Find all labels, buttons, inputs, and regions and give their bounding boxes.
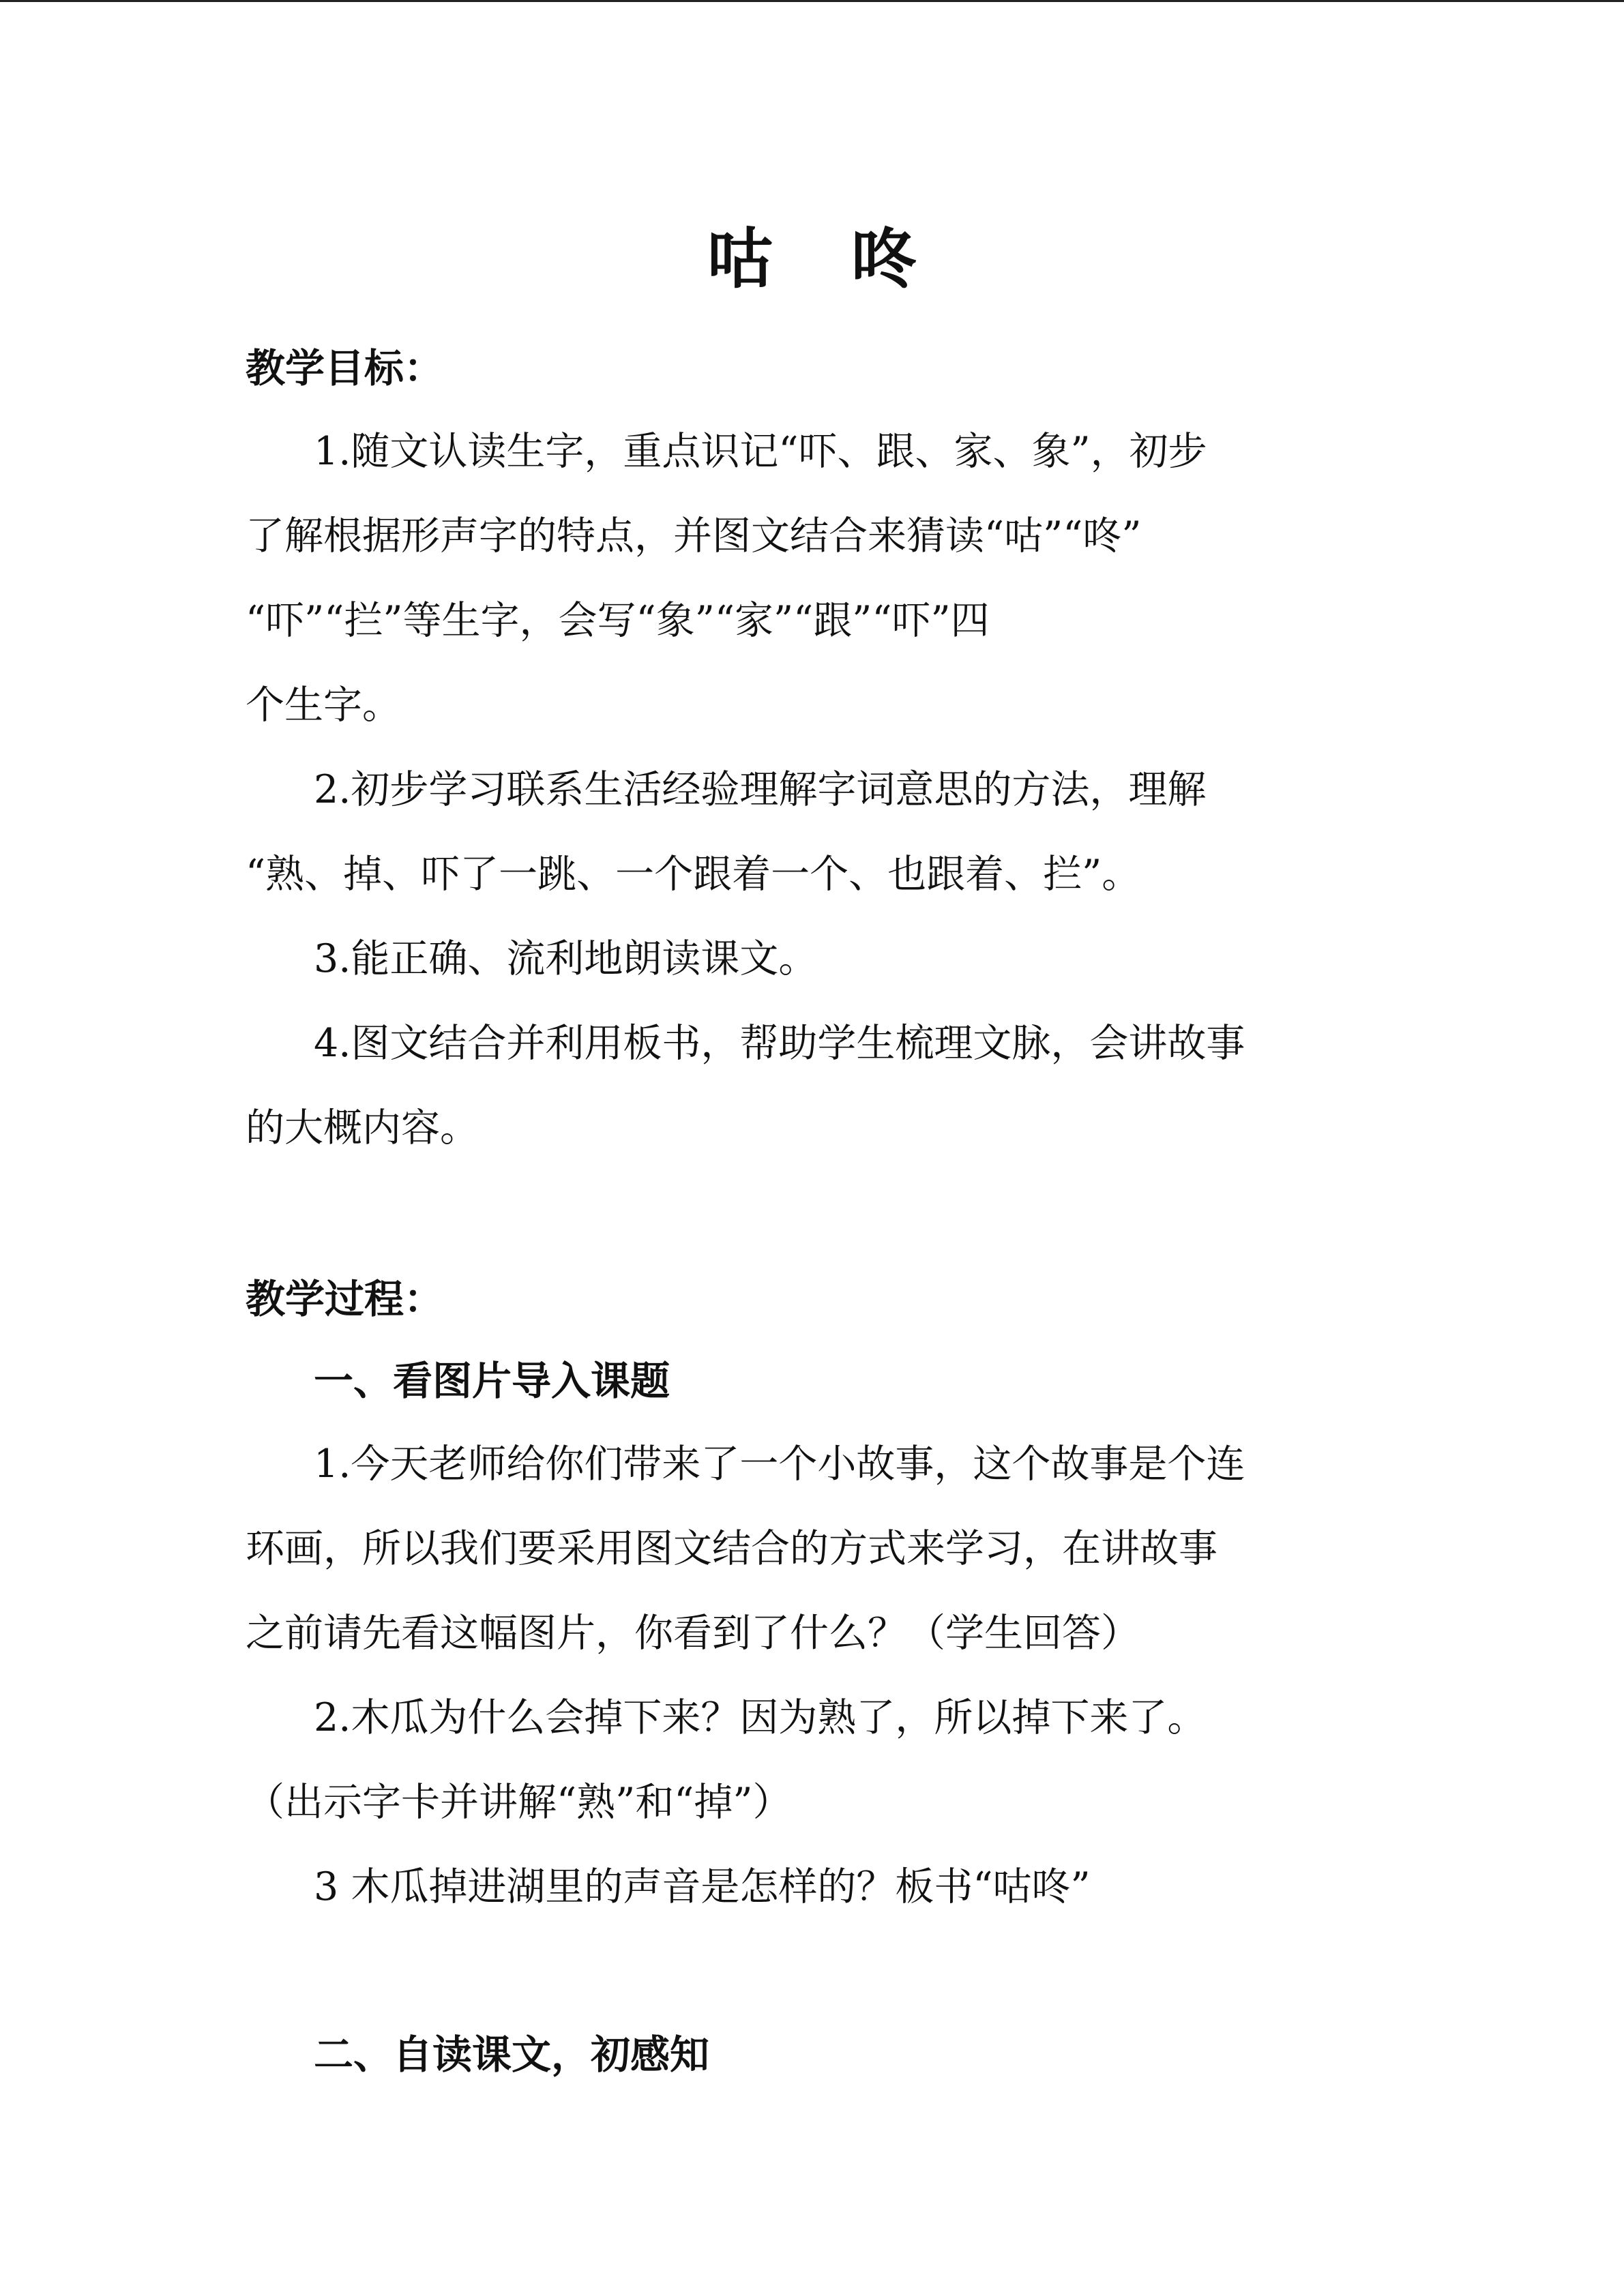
objective-item-1 bbox=[246, 409, 1371, 747]
section-1-item-1-line-1: 1.今天老师给你们带来了一个小故事，这个故事是个连 bbox=[314, 1442, 1245, 1487]
objective-item-3 bbox=[246, 916, 1371, 1001]
objective-1-line-4: 个生字。 bbox=[246, 683, 401, 728]
objective-1-line-1: 1.随文认读生字，重点识记“吓、跟、家、象”，初步 bbox=[314, 429, 1207, 474]
process-heading: 教学过程： bbox=[246, 1276, 444, 1322]
objectives-heading: 教学目标： bbox=[246, 345, 444, 391]
section-1-item-2-line-2: （出示字卡并讲解“熟”和“掉”） bbox=[246, 1780, 792, 1825]
title-char-1: 咕 bbox=[707, 221, 773, 297]
objective-2-line-1: 2.初步学习联系生活经验理解字词意思的方法，理解 bbox=[314, 767, 1207, 812]
objective-3-line-1: 3.能正确、流利地朗读课文。 bbox=[314, 936, 818, 981]
section-1-item-1-line-2: 环画，所以我们要采用图文结合的方式来学习，在讲故事 bbox=[246, 1526, 1217, 1571]
section-1-item-3-line-1: 3 木瓜掉进湖里的声音是怎样的？板书“咕咚” bbox=[314, 1864, 1091, 1909]
objective-4-line-1: 4.图文结合并利用板书，帮助学生梳理文脉，会讲故事 bbox=[314, 1021, 1245, 1066]
title-char-2: 咚 bbox=[851, 221, 917, 297]
section-spacer bbox=[246, 1929, 1371, 2014]
objective-item-4 bbox=[246, 1001, 1371, 1170]
objective-1-line-3: “吓”“拦”等生字，会写“象”“家”“跟”“吓”四 bbox=[246, 598, 990, 643]
objective-4-line-2: 的大概内容。 bbox=[246, 1105, 479, 1150]
page-title bbox=[0, 205, 1624, 314]
section-1-heading: 一、看图片导入课题 bbox=[314, 1358, 670, 1404]
objective-item-2 bbox=[246, 747, 1371, 916]
objectives-section bbox=[246, 327, 1371, 1170]
section-2-heading: 二、自读课文，初感知 bbox=[314, 2031, 710, 2078]
process-section bbox=[246, 1258, 1371, 2096]
objective-2-line-2: “熟、掉、吓了一跳、一个跟着一个、也跟着、拦”。 bbox=[246, 852, 1141, 897]
section-1-item-1 bbox=[246, 1422, 1371, 1675]
section-1-item-3 bbox=[246, 1845, 1371, 1929]
objective-1-line-2: 了解根据形声字的特点，并图文结合来猜读“咕”“咚” bbox=[246, 513, 1142, 558]
section-1-item-2-line-1: 2.木瓜为什么会掉下来？因为熟了，所以掉下来了。 bbox=[314, 1695, 1207, 1740]
section-1-item-1-line-3: 之前请先看这幅图片，你看到了什么？（学生回答） bbox=[246, 1611, 1140, 1656]
section-1-item-2 bbox=[246, 1675, 1371, 1845]
